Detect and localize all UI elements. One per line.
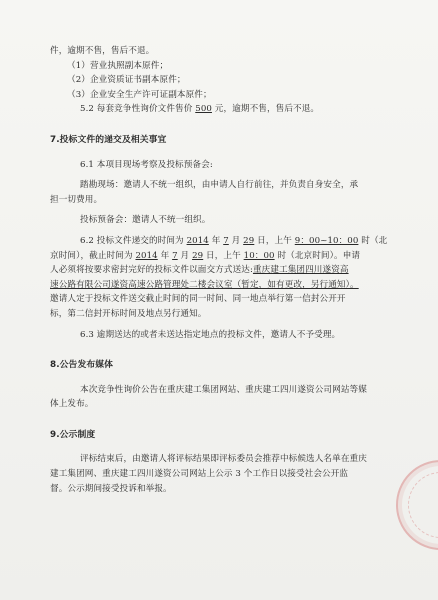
clause-6-2-cont: 京时间），截止时间为 2014 年 7 月 29 日，上午 10：00 时（北京时间）。申请 [50,250,361,261]
deadline-day: 29 [192,250,204,261]
list-item: （1）营业执照副本原件； [67,60,169,71]
clause-6-2-cont: 标，第二信封开标时间及地点另行通知。 [50,308,207,319]
price-clause: 5.2 每套竞争性询价文件售价 500 元，逾期不售，售后不退。 [80,104,320,115]
list-item: （3）企业安全生产许可证副本原件； [67,89,212,100]
media-text: 本次竞争性询价公告在重庆建工集团网站、重庆建工四川遂资公司网站等媒 [80,384,367,395]
publicity-text-cont: 督。公示期间接受投诉和举报。 [50,483,172,494]
publicity-text-cont: 建工集团网、重庆建工四川遂资公司网站上公示 3 个工作日以接受社会公开监 [50,469,349,480]
publicity-text: 评标结束后，由邀请人将评标结果即评标委员会推荐中标候选人名单在重庆 [80,454,367,465]
site-visit-text: 踏勘现场：邀请人不统一组织，由申请人自行前往，并负责自身安全，承 [80,180,359,191]
clause-6-3: 6.3 逾期送达的或者未送达指定地点的投标文件，邀请人不予受理。 [80,329,341,340]
delivery-location-cont: 速公路有限公司遂资高速公路管理处二楼会议室（暂定，如有更改，另行通知）。 [50,279,359,290]
deadline-month: 7 [172,250,178,261]
media-text-cont: 体上发布。 [50,399,94,410]
submit-year: 2014 [186,235,209,246]
text-line: 件，逾期不售，售后不退。 [50,46,155,56]
deadline-time: 10：00 [243,250,275,261]
clause-6-2-cont: 人必须将按要求密封完好的投标文件以面交方式送达:重庆建工集团四川遂资高 [50,265,349,276]
official-seal-stamp [396,460,438,550]
submit-day: 29 [243,235,255,246]
list-item: （2）企业资质证书副本原件； [67,75,186,86]
clause-6-2-cont: 邀请人定于投标文件送交截止时间的同一时间、同一地点举行第一信封公开开 [50,294,346,305]
submit-month: 7 [223,235,229,246]
section-heading-7: 7.投标文件的递交及相关事宜 [50,134,167,145]
price-value: 500 [195,104,212,115]
pre-bid-meeting-text: 投标预备会：邀请人不统一组织。 [80,215,211,226]
section-heading-9: 9.公示制度 [50,429,96,440]
deadline-year: 2014 [135,250,158,261]
site-visit-text-cont: 担一切费用。 [50,194,103,205]
submit-time: 9：00~10：00 [294,235,359,246]
clause-6-1: 6.1 本项目现场考察及投标预备会: [80,159,213,170]
document-body [50,44,395,496]
delivery-location: 重庆建工集团四川遂资高 [252,265,349,276]
section-heading-8: 8.公告发布媒体 [50,360,114,371]
clause-6-2: 6.2 投标文件递交的时间为 2014 年 7 月 29 日，上午 9：00~10：00 时（北 [80,235,388,246]
